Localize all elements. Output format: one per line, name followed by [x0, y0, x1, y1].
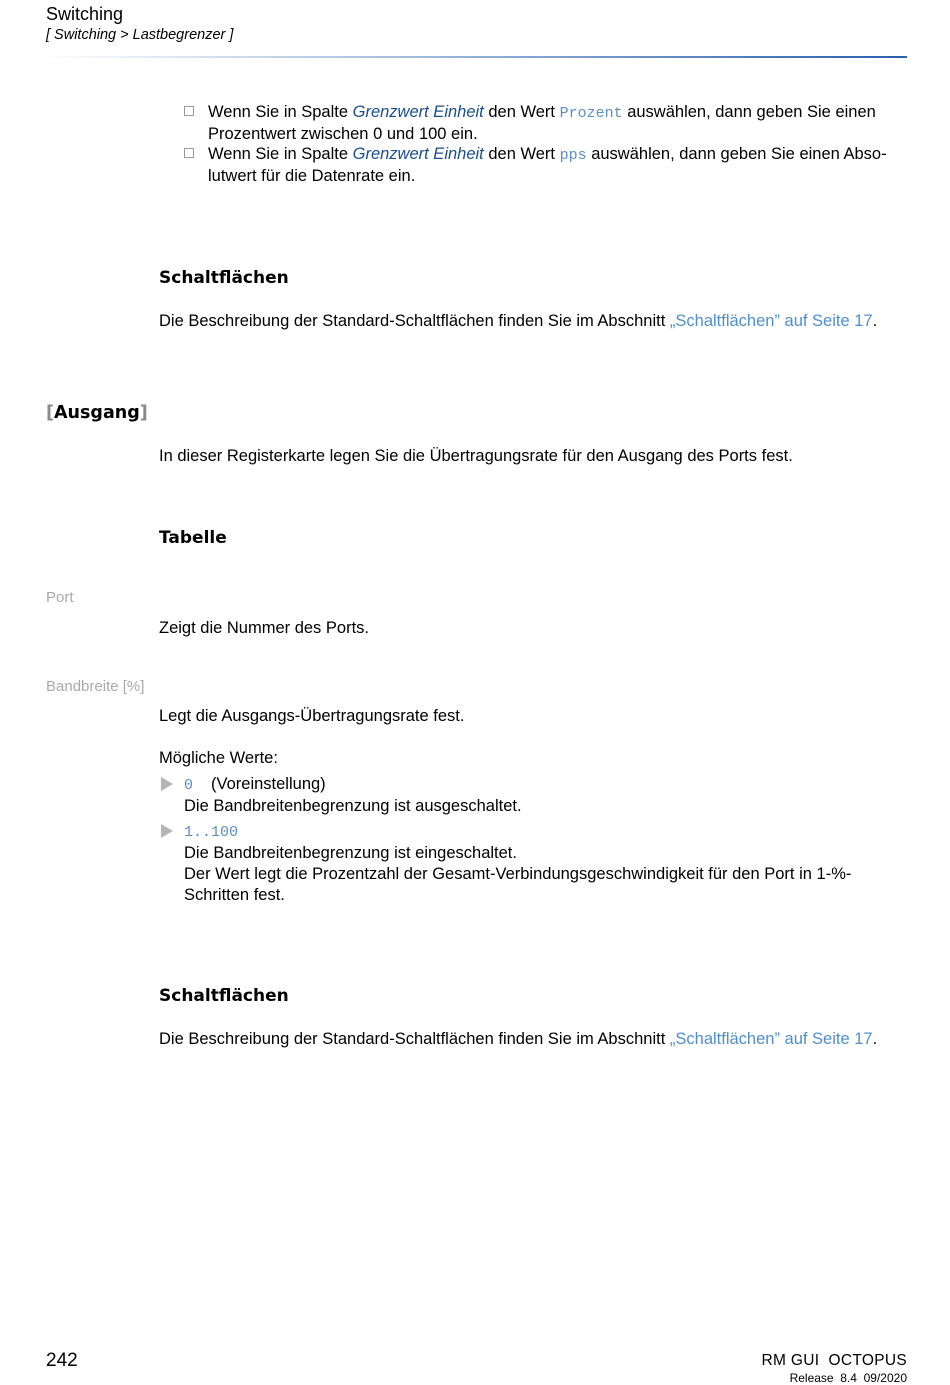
- triangle-bullet-icon: [161, 777, 173, 791]
- field-label-bandbreite: Bandbreite [%]: [46, 678, 145, 695]
- doc-title: RM GUI OCTOPUS: [761, 1352, 907, 1369]
- section-heading-schaltflaechen-2: Schaltflächen: [159, 986, 289, 1006]
- page-link[interactable]: „Schaltflächen” auf Seite 17: [669, 312, 873, 330]
- field-description-port: Zeigt die Nummer des Ports.: [159, 619, 369, 637]
- section-text-2: Die Beschreibung der Standard-Schaltflächen finden Sie im Abschnitt „Schaltflächen” auf Seite 17.: [159, 1030, 878, 1048]
- triangle-bullet-icon: [161, 824, 173, 838]
- page-link[interactable]: „Schaltflächen” auf Seite 17: [669, 1030, 873, 1048]
- page-number: 242: [46, 1350, 78, 1371]
- tab-heading-ausgang: [Ausgang]: [46, 403, 148, 423]
- breadcrumb: [ Switching > Lastbegrenzer ]: [46, 27, 234, 43]
- column-name: Grenzwert Einheit: [352, 145, 484, 163]
- code-value: 0: [184, 777, 194, 794]
- value-item-1-100: 1..100 Die Bandbreitenbegrenzung ist eingeschaltet. Der Wert legt die Prozentzahl der Gesamt-Verbindungsgeschwindigkeit für den Port in 1-%- Schritten fest.: [184, 824, 852, 904]
- bullet-text: Wenn Sie in Spalte Grenzwert Einheit den Wert Prozent auswählen, dann geben Sie einen Prozentwert zwischen 0 und 100 ein.: [208, 103, 876, 143]
- section-heading-schaltflaechen: Schaltflächen: [159, 268, 289, 288]
- ausgang-description: In dieser Registerkarte legen Sie die Übertragungsrate für den Ausgang des Ports fest.: [159, 447, 793, 465]
- field-label-port: Port: [46, 589, 74, 606]
- possible-values-title: Mögliche Werte:: [159, 749, 278, 767]
- section-heading-tabelle: Tabelle: [159, 528, 227, 548]
- bullet-box-icon: [184, 106, 194, 116]
- value-item-0: 0 (Voreinstellung) Die Bandbreitenbegrenzung ist ausgeschaltet.: [184, 775, 522, 815]
- code-value: Prozent: [559, 105, 623, 122]
- bullet-text: Wenn Sie in Spalte Grenzwert Einheit den Wert pps auswählen, dann geben Sie einen Abso- lutwert für die Datenrate ein.: [208, 145, 887, 185]
- running-header-title: Switching: [46, 4, 124, 24]
- column-name: Grenzwert Einheit: [352, 103, 484, 121]
- code-value: 1..100: [184, 824, 239, 841]
- section-text: Die Beschreibung der Standard-Schaltflächen finden Sie im Abschnitt „Schaltflächen” auf Seite 17.: [159, 312, 878, 330]
- header-divider: [40, 56, 907, 58]
- bullet-box-icon: [184, 148, 194, 158]
- release-info: Release 8.4 09/2020: [789, 1371, 907, 1385]
- bullet-item-prozent: [184, 102, 909, 145]
- bullet-item-pps: [184, 144, 909, 187]
- field-description-bandbreite: Legt die Ausgangs-Übertragungsrate fest.: [159, 707, 465, 725]
- code-value: pps: [559, 147, 587, 164]
